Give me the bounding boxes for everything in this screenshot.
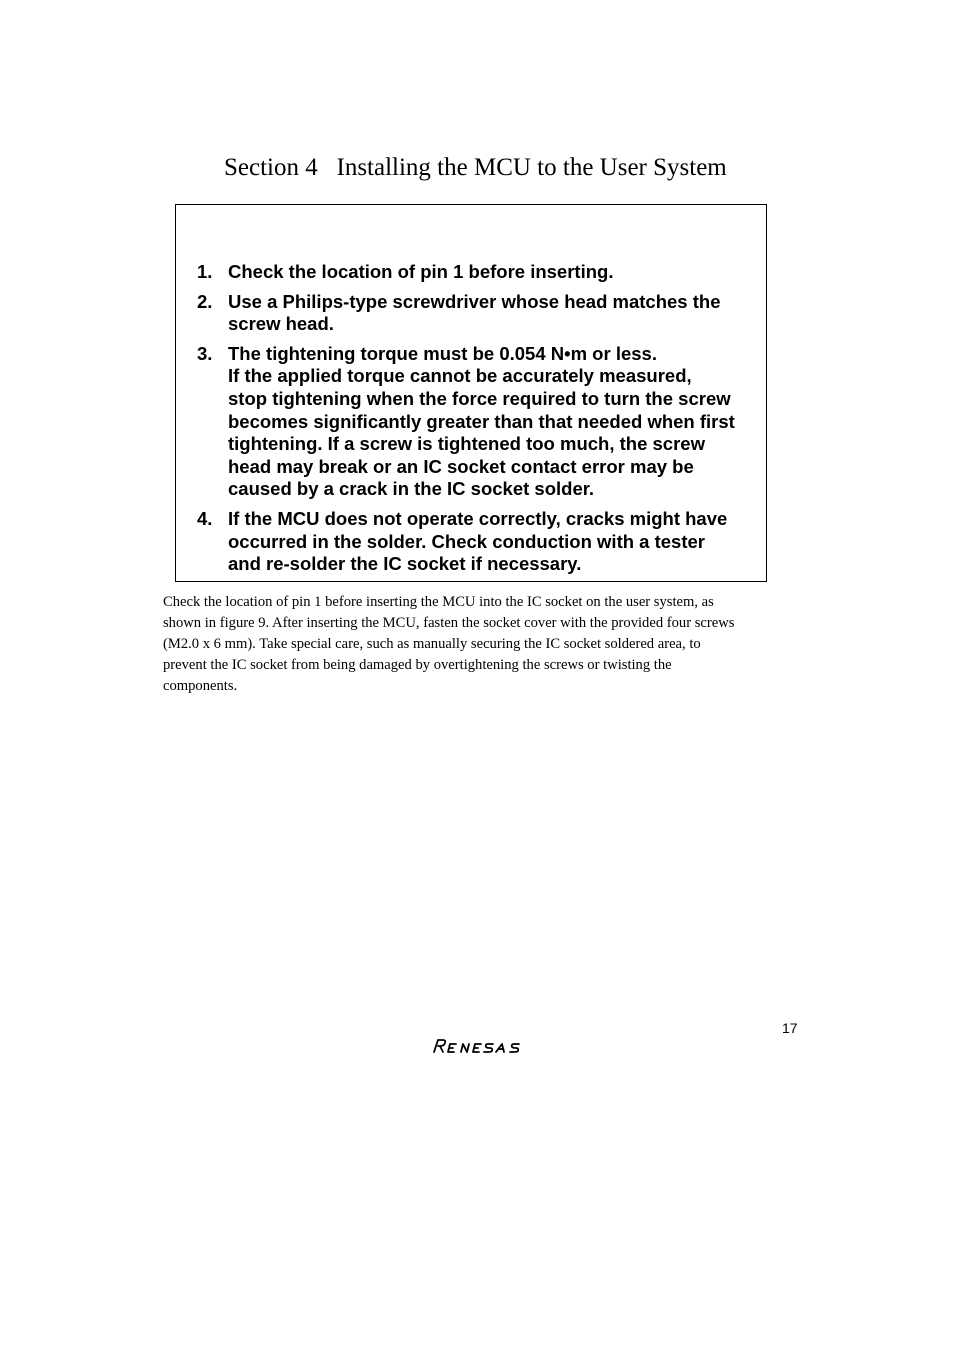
body-line: prevent the IC socket from being damaged by overtightening the screws or twisting the bbox=[163, 657, 672, 673]
caution-line: Use a Philips-type screwdriver whose head matches the bbox=[228, 290, 721, 312]
caution-number: 2. bbox=[197, 290, 213, 312]
caution-item-4 bbox=[176, 508, 768, 576]
caution-line: The tightening torque must be 0.054 N•m or less. bbox=[228, 342, 657, 364]
caution-line: tightening. If a screw is tightened too much, the screw bbox=[228, 433, 705, 455]
caution-box bbox=[175, 204, 767, 582]
body-line: Check the location of pin 1 before inserting the MCU into the IC socket on the user system, as bbox=[163, 594, 714, 610]
caution-line: occurred in the solder. Check conduction with a tester bbox=[228, 530, 705, 552]
section-title: Section 4 Installing the MCU to the User System bbox=[224, 154, 727, 181]
renesas-logo bbox=[431, 1036, 531, 1056]
body-line: (M2.0 x 6 mm). Take special care, such as manually securing the IC socket soldered area, to bbox=[163, 636, 701, 652]
caution-item-1 bbox=[176, 261, 768, 284]
caution-item-3 bbox=[176, 343, 768, 501]
caution-line: and re-solder the IC socket if necessary. bbox=[228, 553, 582, 575]
body-line: components. bbox=[163, 678, 238, 694]
caution-number: 4. bbox=[197, 507, 213, 529]
caution-item-2 bbox=[176, 291, 768, 336]
caution-line: If the applied torque cannot be accurately measured, bbox=[228, 365, 692, 387]
caution-line: stop tightening when the force required to turn the screw bbox=[228, 387, 731, 409]
caution-number: 1. bbox=[197, 261, 213, 282]
caution-line: caused by a crack in the IC socket solder. bbox=[228, 478, 595, 500]
caution-number: 3. bbox=[197, 342, 213, 364]
caution-line: head may break or an IC socket contact error may be bbox=[228, 455, 694, 477]
body-line: shown in figure 9. After inserting the MCU, fasten the socket cover with the provided four screws bbox=[163, 615, 735, 631]
caution-line: screw head. bbox=[228, 313, 334, 335]
page-number: 17 bbox=[782, 1020, 798, 1036]
caution-list bbox=[176, 261, 768, 583]
caution-line: If the MCU does not operate correctly, cracks might have bbox=[228, 507, 728, 529]
caution-line: becomes significantly greater than that needed when first bbox=[228, 410, 735, 432]
body-paragraph bbox=[163, 592, 803, 697]
caution-line: Check the location of pin 1 before inserting. bbox=[228, 261, 614, 282]
